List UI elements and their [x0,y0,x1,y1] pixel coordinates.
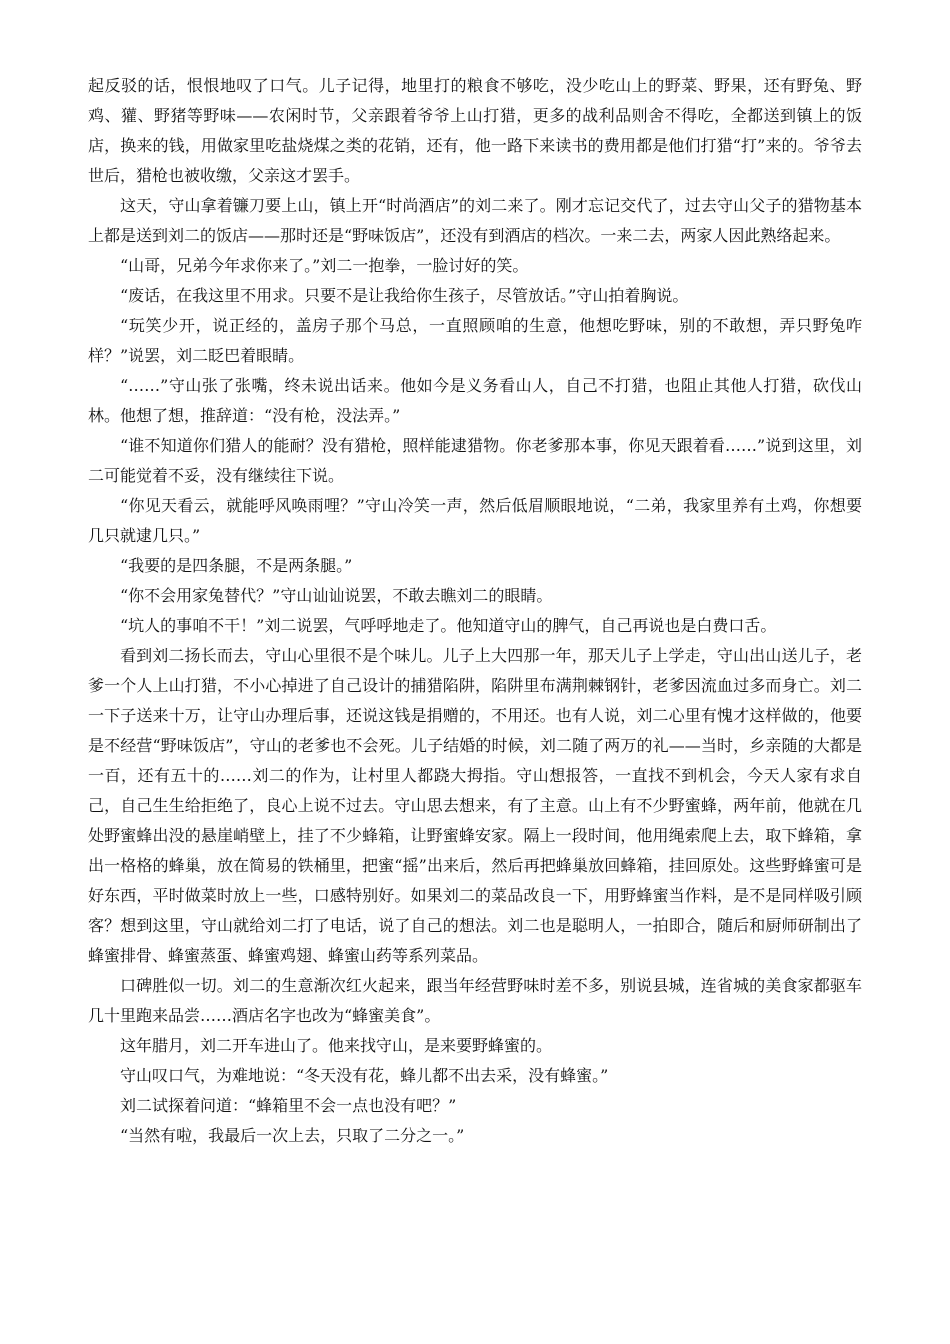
paragraph: 刘二试探着问道：“蜂箱里不会一点也没有吧？” [120,1096,457,1115]
paragraph: 守山叹口气，为难地说：“冬天没有花，蜂儿都不出去采，没有蜂蜜。” [120,1066,609,1085]
paragraph: “当然有啦，我最后一次上去，只取了二分之一。” [120,1126,465,1145]
paragraph: “废话，在我这里不用求。只要不是让我给你生孩子，尽管放话。”守山拍着胸说。 [120,286,689,305]
paragraph: 这年腊月，刘二开车进山了。他来找守山，是来要野蜂蜜的。 [120,1036,553,1055]
paragraph: 起反驳的话，恨恨地叹了口气。儿子记得，地里打的粮食不够吃，没少吃山上的野菜、野果，还有野兔、野鸡、獾、野猪等野味——农闲时节，父亲跟着爷爷上山打猎，更多的战利品则舍不得吃，全都送到镇上的饭店，换来的钱，用做家里吃盐烧煤之类的花销，还有，他一路下来读书的费用都是他们打猎“打”来的。爷爷去世后，猎枪也被收缴，父亲这才罢手。 [88,76,862,185]
paragraph: “谁不知道你们猎人的能耐？没有猎枪，照样能逮猎物。你老爹那本事，你见天跟着看……”说到这里，刘二可能觉着不妥，没有继续往下说。 [88,436,862,485]
paragraph: “你见天看云，就能呼风唤雨哩？”守山冷笑一声，然后低眉顺眼地说，“二弟，我家里养有土鸡，你想要几只就逮几只。” [88,496,862,545]
paragraph: “山哥，兄弟今年求你来了。”刘二一抱拳，一脸讨好的笑。 [120,256,529,275]
paragraph: “你不会用家兔替代？”守山讪讪说罢，不敢去瞧刘二的眼睛。 [120,586,553,605]
paragraph: “……”守山张了张嘴，终未说出话来。他如今是义务看山人，自己不打猎，也阻止其他人打猎，砍伐山林。他想了想，推辞道：“没有枪，没法弄。” [88,376,862,425]
paragraph: 口碑胜似一切。刘二的生意渐次红火起来，跟当年经营野味时差不多，别说县城，连省城的美食家都驱车几十里跑来品尝……酒店名字也改为“蜂蜜美食”。 [88,976,862,1025]
paragraph: “玩笑少开，说正经的，盖房子那个马总，一直照顾咱的生意，他想吃野味，别的不敢想，弄只野兔咋样？”说罢，刘二眨巴着眼睛。 [88,316,862,365]
paragraph: 这天，守山拿着镰刀要上山，镇上开“时尚酒店”的刘二来了。刚才忘记交代了，过去守山父子的猎物基本上都是送到刘二的饭店——那时还是“野味饭店”，还没有到酒店的档次。一来二去，两家人因此熟络起来。 [88,196,862,245]
paragraph: “坑人的事咱不干！”刘二说罢，气呼呼地走了。他知道守山的脾气，自己再说也是白费口舌。 [120,616,777,635]
paragraph: “我要的是四条腿，不是两条腿。” [120,556,353,575]
paragraph: 看到刘二扬长而去，守山心里很不是个味儿。儿子上大四那一年，那天儿子上学走，守山出山送儿子，老爹一个人上山打猎，不小心掉进了自己设计的捕猎陷阱，陷阱里布满荆棘钢针，老爹因流血过多而身亡。刘二一下子送来十万，让守山办理后事，还说这钱是捐赠的，不用还。也有人说，刘二心里有愧才这样做的，他要是不经营“野味饭店”，守山的老爹也不会死。儿子结婚的时候，刘二随了两万的礼——当时，乡亲随的大都是一百，还有五十的……刘二的作为，让村里人都跷大拇指。守山想报答，一直找不到机会，今天人家有求自己，自己生生给拒绝了，良心上说不过去。守山思去想来，有了主意。山上有不少野蜜蜂，两年前，他就在几处野蜜蜂出没的悬崖峭壁上，挂了不少蜂箱，让野蜜蜂安家。隔上一段时间，他用绳索爬上去，取下蜂箱，拿出一格格的蜂巢，放在简易的铁桶里，把蜜“摇”出来后，然后再把蜂巢放回蜂箱，挂回原处。这些野蜂蜜可是好东西，平时做菜时放上一些，口感特别好。如果刘二的菜品改良一下，用野蜂蜜当作料，是不是同样吸引顾客？想到这里，守山就给刘二打了电话，说了自己的想法。刘二也是聪明人，一拍即合，随后和厨师研制出了蜂蜜排骨、蜂蜜蒸蛋、蜂蜜鸡翅、蜂蜜山药等系列菜品。 [88,646,862,965]
document-page [88,71,862,1151]
